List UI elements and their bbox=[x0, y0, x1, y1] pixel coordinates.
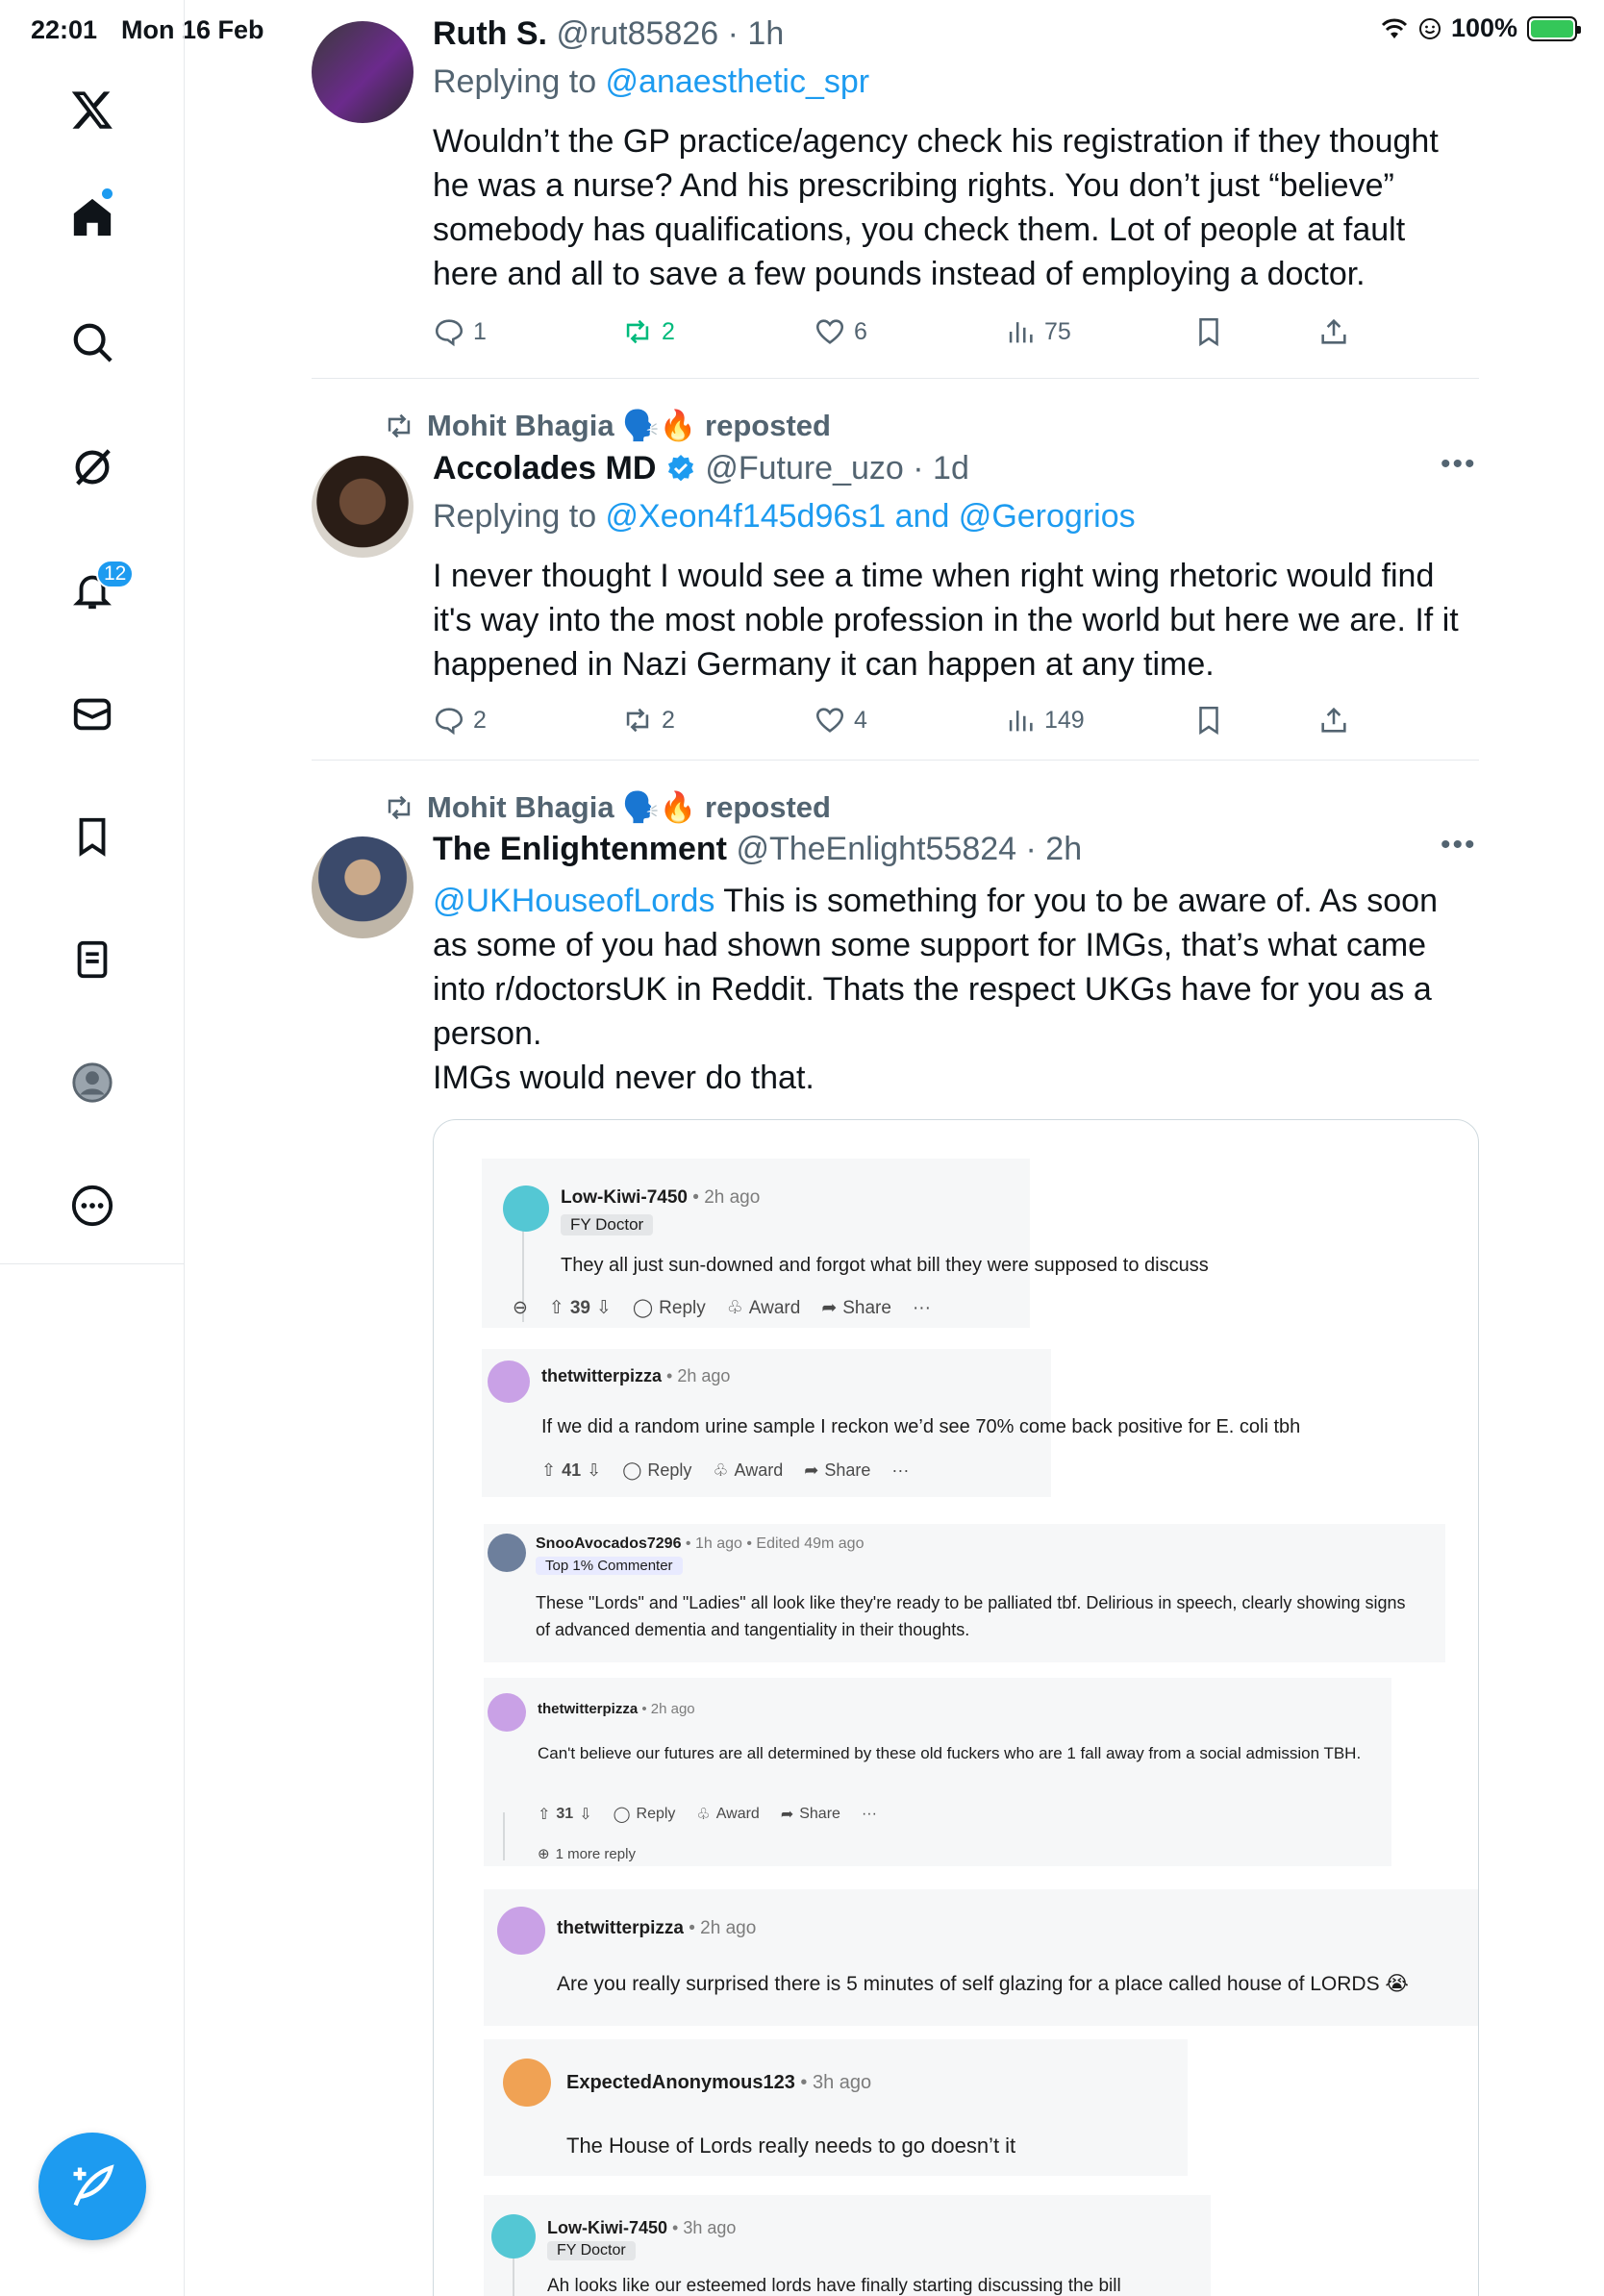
comment-award-button[interactable]: ♧ Award bbox=[713, 1460, 784, 1480]
reply-button[interactable] bbox=[433, 704, 487, 736]
user-flair: Top 1% Commenter bbox=[536, 1557, 683, 1575]
avatar[interactable] bbox=[312, 456, 414, 558]
tweet-text: @UKHouseofLords This is something for you to be aware of. As soon as some of you had shown some support for IMGs, that’s what came into r/doctorsUK in Reddit. Thats the respect UKGs have for you as a person. IMGs would never do that. bbox=[433, 883, 1438, 1096]
comment-award-button[interactable]: ♧ Award bbox=[696, 1806, 760, 1823]
tweet-actions bbox=[433, 315, 1356, 354]
sidebar-nav bbox=[0, 0, 185, 2296]
comment-share-button[interactable]: ➦ Share bbox=[804, 1460, 871, 1480]
views-bar-chart-icon bbox=[1004, 704, 1037, 736]
repost-count: 2 bbox=[662, 317, 675, 345]
comment-reply-button[interactable]: ◯ Reply bbox=[613, 1806, 676, 1823]
replying-to-link[interactable]: @anaesthetic_spr bbox=[605, 63, 870, 100]
comment-username[interactable]: thetwitterpizza • 2h ago bbox=[557, 1918, 757, 1938]
tweet-header bbox=[433, 15, 784, 53]
tweet-header bbox=[433, 831, 1082, 868]
tweet-text: Wouldn’t the GP practice/agency check his registration if they thought he was a nurse? And his prescribing rights. You don’t just “believe” somebody has qualifications, you check them. Lot of people at fault here and all to save a few pounds instead of employing a doctor. bbox=[433, 123, 1439, 292]
comment-text: Ah looks like our esteemed lords have finally starting discussing the bill bbox=[547, 2276, 1121, 2296]
tweet-divider bbox=[312, 378, 1479, 379]
tweet-divider bbox=[312, 760, 1479, 761]
comment-username[interactable]: thetwitterpizza • 2h ago bbox=[541, 1366, 731, 1385]
like-button[interactable] bbox=[814, 315, 867, 348]
avatar[interactable] bbox=[312, 836, 414, 938]
repost-context bbox=[383, 408, 831, 443]
comment-username[interactable]: Low-Kiwi-7450 • 2h ago bbox=[561, 1187, 761, 1208]
lists-icon[interactable] bbox=[63, 931, 121, 988]
comment-text: Are you really surprised there is 5 minutes of self glazing for a place called house of LORDS 😭 bbox=[557, 1973, 1409, 1995]
search-icon[interactable] bbox=[63, 313, 121, 371]
comment-more-icon[interactable]: ··· bbox=[912, 1297, 931, 1318]
battery-percent: 100% bbox=[1450, 13, 1517, 42]
display-name[interactable]: The Enlightenment bbox=[433, 831, 727, 867]
share-upload-icon bbox=[1317, 315, 1350, 348]
embedded-image[interactable] bbox=[433, 1119, 1479, 2296]
share-upload-icon bbox=[1317, 704, 1350, 736]
reddit-avatar bbox=[488, 1534, 526, 1572]
user-handle[interactable]: @TheEnlight55824 bbox=[736, 831, 1017, 867]
bookmarks-icon[interactable] bbox=[63, 808, 121, 865]
repost-button[interactable] bbox=[621, 315, 675, 348]
reposted-by[interactable]: Mohit Bhagia 🗣️🔥 reposted bbox=[427, 409, 831, 442]
reddit-avatar bbox=[488, 1693, 526, 1732]
more-options-icon[interactable] bbox=[63, 1177, 121, 1235]
heart-icon bbox=[814, 315, 846, 348]
repost-icon bbox=[621, 315, 654, 348]
comment-text: They all just sun-downed and forgot what bill they were supposed to discuss bbox=[561, 1255, 1209, 1276]
timeline-feed bbox=[185, 0, 1604, 2296]
bookmark-button[interactable] bbox=[1192, 704, 1225, 736]
comment-share-button[interactable]: ➦ Share bbox=[780, 1806, 840, 1823]
reddit-avatar bbox=[503, 1185, 549, 1232]
like-button[interactable] bbox=[814, 704, 867, 736]
bookmark-icon bbox=[1192, 704, 1225, 736]
views-button[interactable] bbox=[1004, 315, 1071, 348]
post-time[interactable]: · 1h bbox=[727, 15, 785, 52]
comment-share-button[interactable]: ➦ Share bbox=[821, 1297, 891, 1318]
comment-text: These "Lords" and "Ladies" all look like they're ready to be palliated tbf. Delirious in speech, clearly showing signs of advanced dementia and tangentiality in their thoughts. bbox=[536, 1593, 1406, 1639]
more-options-button[interactable]: ••• bbox=[1441, 829, 1477, 861]
repost-icon bbox=[621, 704, 654, 736]
cropped-action-row bbox=[482, 1143, 1020, 1153]
reddit-avatar bbox=[488, 1360, 530, 1403]
like-count: 4 bbox=[854, 706, 867, 734]
mention-link[interactable]: @UKHouseofLords bbox=[433, 883, 715, 919]
repost-icon bbox=[383, 410, 415, 442]
sidebar-divider bbox=[0, 1263, 185, 1264]
comment-award-button[interactable]: ♧ Award bbox=[726, 1297, 801, 1318]
profile-avatar-icon[interactable] bbox=[63, 1054, 121, 1111]
heart-icon bbox=[814, 704, 846, 736]
repost-context bbox=[383, 789, 831, 825]
thread-line bbox=[503, 1812, 505, 1860]
comment-username[interactable]: SnooAvocados7296 • 1h ago • Edited 49m ago bbox=[536, 1535, 865, 1552]
comment-actions bbox=[513, 1297, 931, 1319]
user-handle[interactable]: @Future_uzo bbox=[705, 450, 904, 487]
status-time: 22:01 bbox=[31, 15, 98, 44]
share-button[interactable] bbox=[1317, 704, 1350, 736]
reddit-avatar bbox=[503, 2059, 551, 2107]
collapse-icon[interactable]: ⊖ bbox=[513, 1298, 528, 1318]
bookmark-button[interactable] bbox=[1192, 315, 1225, 348]
comment-text: The House of Lords really needs to go doesn’t it bbox=[566, 2134, 1016, 2158]
comment-text: If we did a random urine sample I reckon we’d see 70% come back positive for E. coli tbh bbox=[541, 1416, 1301, 1437]
like-count: 6 bbox=[854, 317, 867, 345]
tweet-text: I never thought I would see a time when right wing rhetoric would find it's way into the most noble profession in the world but here we are. If it happened in Nazi Germany it can happen at any time. bbox=[433, 558, 1459, 683]
grok-icon[interactable] bbox=[63, 438, 121, 496]
post-time[interactable]: · 2h bbox=[1025, 831, 1083, 867]
repost-count: 2 bbox=[662, 706, 675, 734]
tweet-header bbox=[433, 450, 969, 487]
reply-button[interactable] bbox=[433, 315, 487, 348]
replying-to: Replying to @anaesthetic_spr bbox=[433, 63, 870, 100]
compose-post-button[interactable] bbox=[38, 2133, 146, 2240]
more-replies-link[interactable]: ⊕ 1 more reply bbox=[538, 1845, 636, 1862]
display-name[interactable]: Ruth S. bbox=[433, 15, 547, 52]
comment-username[interactable]: Low-Kiwi-7450 • 3h ago bbox=[547, 2218, 737, 2237]
tweet-actions bbox=[433, 704, 1356, 742]
vote-buttons[interactable]: ⇧ 41 ⇩ bbox=[541, 1460, 602, 1480]
replying-to: Replying to @Xeon4f145d96s1 and @Gerogrios bbox=[433, 498, 1136, 535]
repost-button[interactable] bbox=[621, 704, 675, 736]
reposted-by[interactable]: Mohit Bhagia 🗣️🔥 reposted bbox=[427, 790, 831, 824]
user-handle[interactable]: @rut85826 bbox=[556, 15, 719, 52]
comment-more-icon[interactable]: ··· bbox=[891, 1460, 910, 1480]
comment-username[interactable]: ExpectedAnonymous123 • 3h ago bbox=[566, 2072, 872, 2093]
post-time[interactable]: · 1d bbox=[913, 450, 969, 487]
comment-reply-button[interactable]: ◯ Reply bbox=[632, 1297, 706, 1318]
home-unread-dot bbox=[102, 188, 113, 199]
avatar[interactable] bbox=[312, 21, 414, 123]
comment-more-icon[interactable]: ··· bbox=[861, 1806, 877, 1822]
messages-envelope-icon[interactable] bbox=[63, 685, 121, 742]
comment-actions bbox=[541, 1460, 909, 1481]
replying-to-link[interactable]: @Xeon4f145d96s1 and @Gerogrios bbox=[605, 498, 1136, 535]
comment-username[interactable]: thetwitterpizza • 2h ago bbox=[538, 1701, 695, 1717]
share-button[interactable] bbox=[1317, 315, 1350, 348]
reply-count: 2 bbox=[473, 706, 487, 734]
comment-actions bbox=[538, 1805, 877, 1824]
comment-reply-button[interactable]: ◯ Reply bbox=[622, 1460, 692, 1480]
reply-bubble-icon bbox=[433, 315, 465, 348]
comment-text: Can't believe our futures are all determined by these old fuckers who are 1 fall away from a social admission TBH. bbox=[538, 1744, 1362, 1762]
comment-card bbox=[484, 1889, 1479, 2026]
reddit-avatar bbox=[491, 2214, 536, 2259]
more-options-button[interactable]: ••• bbox=[1441, 448, 1477, 480]
x-logo-icon[interactable] bbox=[63, 81, 121, 138]
compose-feather-icon bbox=[67, 2161, 117, 2211]
user-flair: FY Doctor bbox=[547, 2241, 636, 2260]
thread-line bbox=[513, 2259, 514, 2296]
view-count: 75 bbox=[1044, 317, 1071, 345]
views-bar-chart-icon bbox=[1004, 315, 1037, 348]
repost-icon bbox=[383, 791, 415, 824]
verified-badge-icon bbox=[665, 453, 696, 484]
reddit-avatar bbox=[497, 1907, 545, 1955]
reply-bubble-icon bbox=[433, 704, 465, 736]
user-flair: FY Doctor bbox=[561, 1214, 653, 1235]
vote-buttons[interactable]: ⇧ 39 ⇩ bbox=[548, 1297, 612, 1318]
view-count: 149 bbox=[1044, 706, 1085, 734]
display-name[interactable]: Accolades MD bbox=[433, 450, 657, 487]
status-date: Mon 16 Feb bbox=[121, 15, 264, 44]
vote-buttons[interactable]: ⇧ 31 ⇩ bbox=[538, 1806, 592, 1823]
bookmark-icon bbox=[1192, 315, 1225, 348]
home-icon[interactable] bbox=[63, 188, 121, 246]
views-button[interactable] bbox=[1004, 704, 1085, 736]
notifications-count-badge: 12 bbox=[96, 560, 134, 588]
reply-count: 1 bbox=[473, 317, 487, 345]
